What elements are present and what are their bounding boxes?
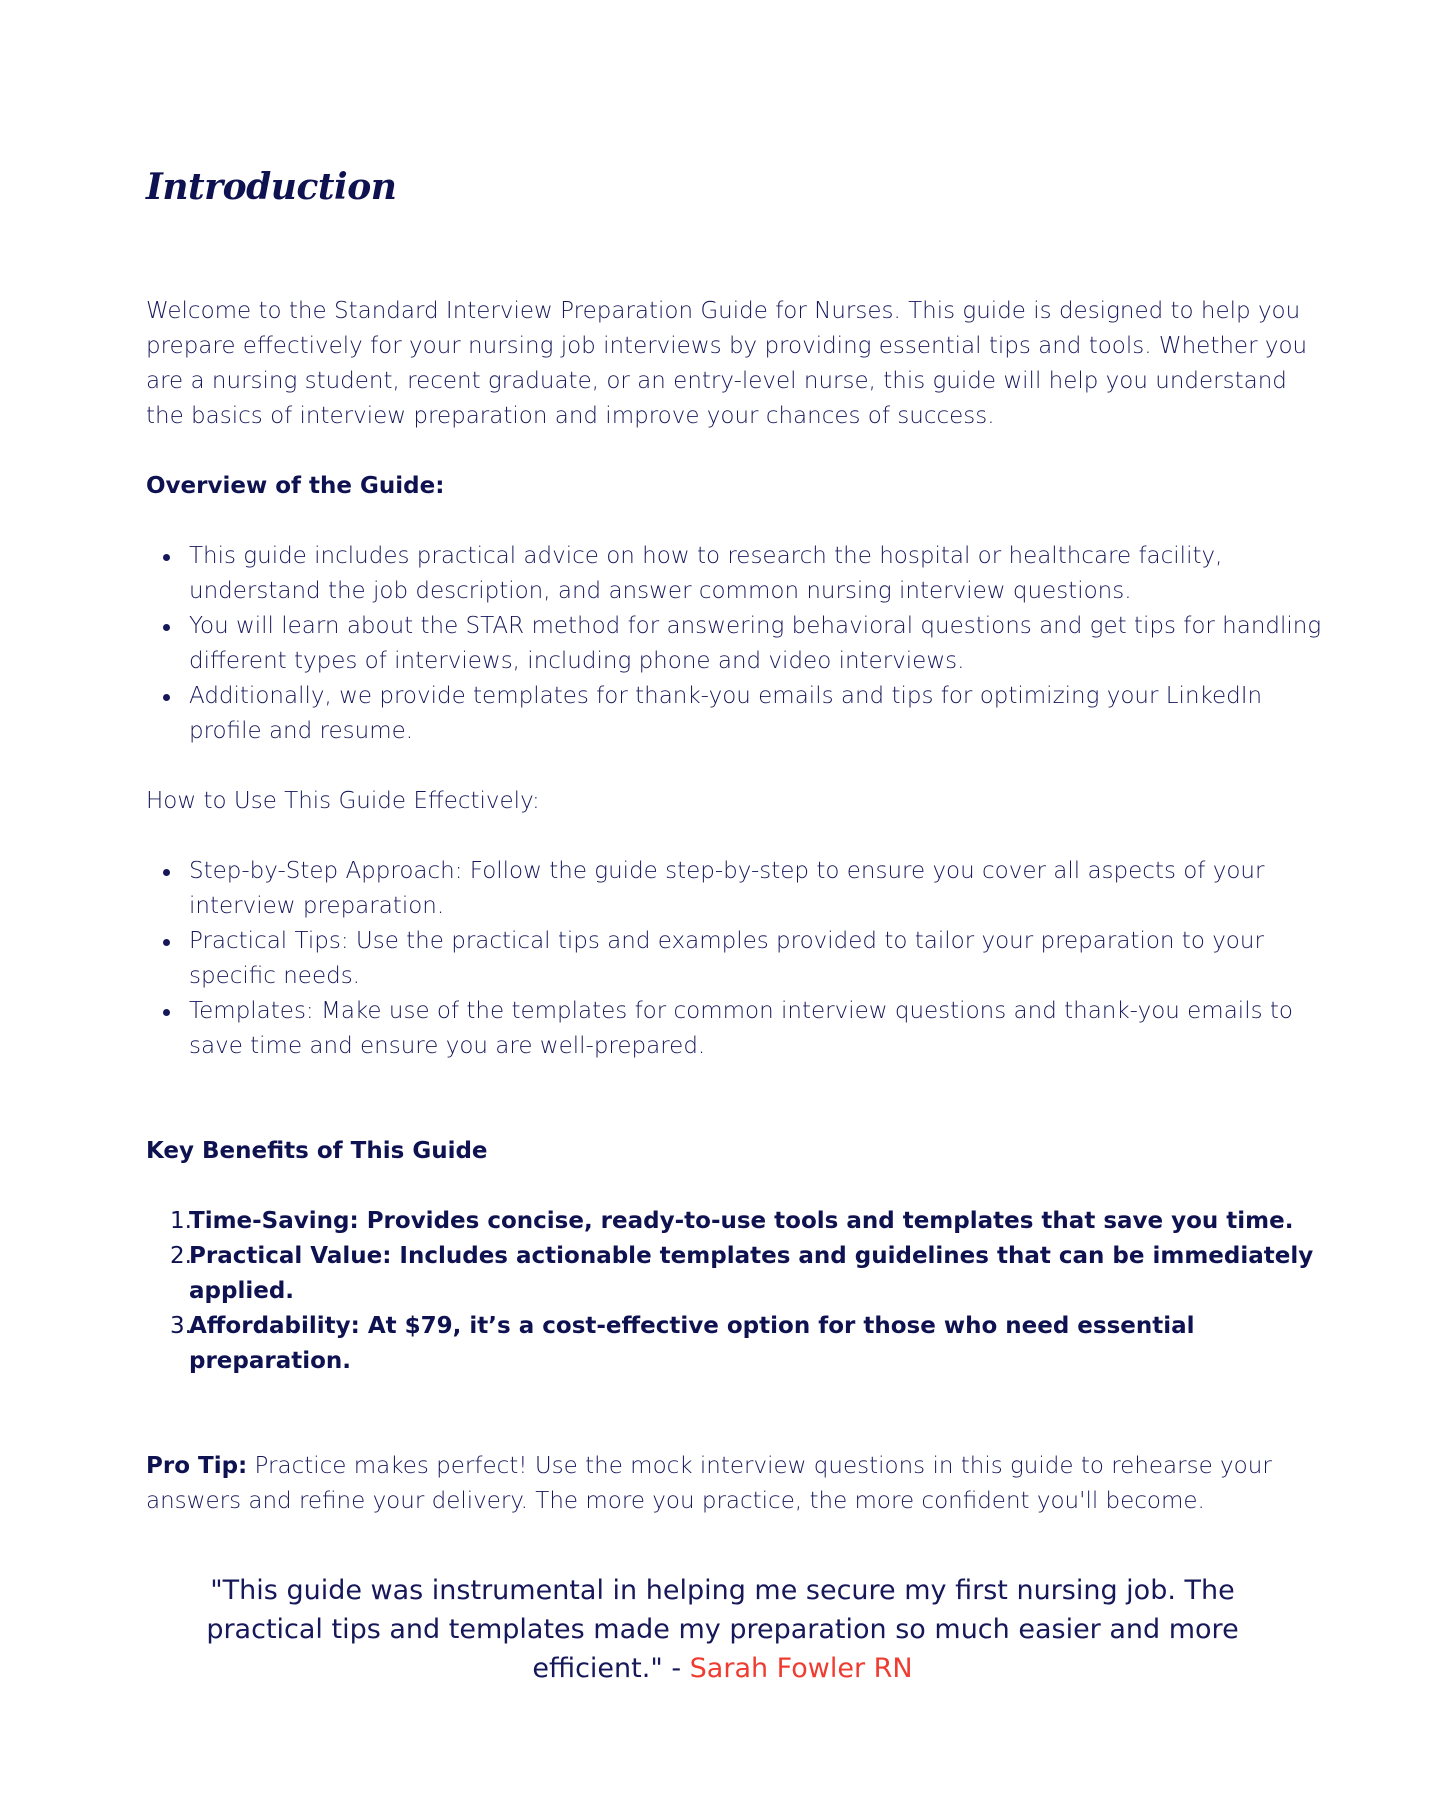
- page-title: Introduction: [146, 166, 397, 208]
- bullet-icon: [163, 1009, 170, 1016]
- list-number: 1.: [170, 1208, 192, 1234]
- list-item-text: Templates: Make use of the templates for common interview questions and thank-you emails to save time and ensure you are well-prepared.: [189, 998, 1293, 1059]
- list-item-text: Practical Value: Includes actionable templates and guidelines that can be immediately applied.: [189, 1243, 1314, 1304]
- key-benefits-list: [146, 1204, 1326, 1379]
- pro-tip: [146, 1449, 1326, 1519]
- list-item-text: Practical Tips: Use the practical tips and examples provided to tailor your preparation to your specific needs.: [189, 928, 1264, 989]
- list-number: 2.: [170, 1243, 192, 1269]
- list-item-text: Additionally, we provide templates for thank-you emails and tips for optimizing your LinkedIn profile and resume.: [189, 683, 1263, 744]
- overview-list: [146, 539, 1326, 749]
- list-item: [146, 1239, 1326, 1309]
- list-item: [146, 539, 1326, 609]
- list-item: [146, 679, 1326, 749]
- pro-tip-text: Practice makes perfect! Use the mock interview questions in this guide to rehearse your answers and refine your delivery. The more you practice, the more confident you'll become.: [146, 1453, 1272, 1514]
- bullet-icon: [163, 939, 170, 946]
- key-benefits-heading: Key Benefits of This Guide: [146, 1138, 488, 1164]
- list-item-text: Affordability: At $79, it’s a cost-effective option for those who need essential preparation.: [189, 1313, 1195, 1374]
- bullet-icon: [163, 869, 170, 876]
- bullet-icon: [163, 694, 170, 701]
- list-item: [146, 1204, 1326, 1239]
- list-item-text: This guide includes practical advice on how to research the hospital or healthcare facility, understand the job description, and answer common nursing interview questions.: [189, 543, 1223, 604]
- list-number: 3.: [170, 1313, 192, 1339]
- list-item: [146, 1309, 1326, 1379]
- testimonial-author: Sarah Fowler RN: [689, 1653, 913, 1684]
- bullet-icon: [163, 624, 170, 631]
- main-content: [146, 294, 1326, 1519]
- how-to-use-heading: How to Use This Guide Effectively:: [146, 788, 540, 814]
- overview-heading: Overview of the Guide:: [146, 473, 445, 499]
- testimonial-text: "This guide was instrumental in helping me secure my first nursing job. The practical tips and templates made my preparation so much easier and more efficient." -: [206, 1575, 1239, 1684]
- list-item-text: Time-Saving: Provides concise, ready-to-use tools and templates that save you time.: [189, 1208, 1294, 1234]
- pro-tip-label: Pro Tip:: [146, 1453, 248, 1479]
- how-to-use-list: [146, 854, 1326, 1064]
- list-item: [146, 854, 1326, 924]
- list-item-text: You will learn about the STAR method for answering behavioral questions and get tips for handling different types of interviews, including phone and video interviews.: [189, 613, 1322, 674]
- list-item: [146, 609, 1326, 679]
- list-item-text: Step-by-Step Approach: Follow the guide step-by-step to ensure you cover all aspects of your interview preparation.: [189, 858, 1265, 919]
- testimonial-quote: [180, 1571, 1265, 1688]
- bullet-icon: [163, 554, 170, 561]
- list-item: [146, 994, 1326, 1064]
- list-item: [146, 924, 1326, 994]
- intro-paragraph: Welcome to the Standard Interview Preparation Guide for Nurses. This guide is designed to help you prepare effectively for your nursing job interviews by providing essential tips and tools. Whether you are a nursing student, recent graduate, or an entry-level nurse, this guide will help you understand the basics of interview preparation and improve your chances of success.: [146, 298, 1308, 429]
